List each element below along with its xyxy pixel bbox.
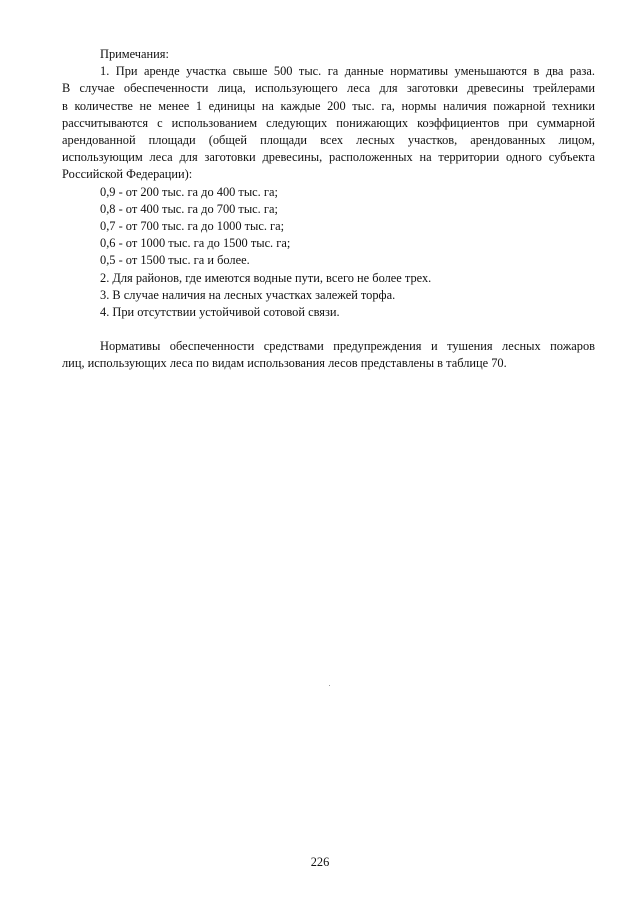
note-1-line-2: В случае обеспеченности лица, использующего леса для заготовки древесины трейлерами — [62, 81, 595, 96]
coefficient-item: 0,7 - от 700 тыс. га до 1000 тыс. га; — [100, 219, 285, 234]
note-1-line-3: в количестве не менее 1 единицы на каждые 200 тыс. га, нормы наличия пожарной техники — [62, 98, 595, 113]
closing-paragraph-line-1: Нормативы обеспеченности средствами предупреждения и тушения лесных пожаров — [100, 339, 595, 354]
coefficient-item: 0,8 - от 400 тыс. га до 700 тыс. га; — [100, 201, 278, 216]
note-3: 3. В случае наличия на лесных участках залежей торфа. — [100, 287, 396, 302]
note-4: 4. При отсутствии устойчивой сотовой связи. — [100, 305, 340, 320]
page-number: 226 — [310, 855, 330, 869]
coefficient-item: 0,5 - от 1500 тыс. га и более. — [100, 253, 250, 268]
note-1-line-7: Российской Федерации): — [62, 167, 193, 182]
note-1-line-6: использующим леса для заготовки древесины, расположенных на территории одного субъекта — [62, 150, 595, 165]
note-1-line-4: рассчитываются с использованием следующих понижающих коэффициентов при суммарной — [62, 115, 595, 130]
note-2: 2. Для районов, где имеются водные пути, всего не более трех. — [100, 270, 432, 285]
paragraph-gap — [62, 321, 595, 338]
scan-speck — [329, 685, 330, 686]
closing-paragraph-line-2: лиц, использующих леса по видам использования лесов представлены в таблице 70. — [62, 356, 507, 371]
notes-heading: Примечания: — [100, 47, 169, 61]
note-1-line-1: 1. При аренде участка свыше 500 тыс. га данные нормативы уменьшаются в два раза. — [100, 64, 595, 79]
note-1-line-5: арендованной площади (общей площади всех лесных участков, арендованных лицом, — [62, 133, 595, 148]
coefficient-item: 0,9 - от 200 тыс. га до 400 тыс. га; — [100, 184, 278, 199]
coefficient-item: 0,6 - от 1000 тыс. га до 1500 тыс. га; — [100, 236, 291, 251]
page-text — [62, 46, 595, 373]
